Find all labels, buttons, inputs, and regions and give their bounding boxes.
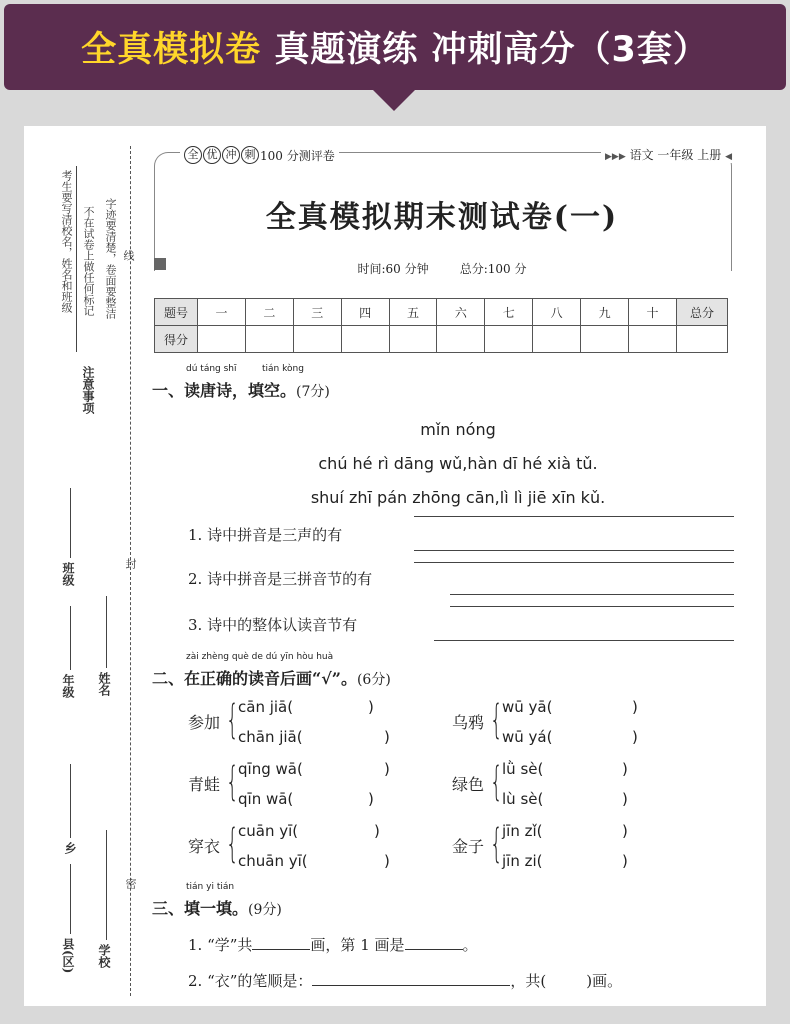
promo-banner <box>4 4 786 90</box>
column-header: 一 <box>198 299 246 326</box>
score-cell[interactable] <box>437 326 485 353</box>
pinyin-hint: tián kòng <box>262 364 304 374</box>
option-text: qīng wā( <box>238 760 303 778</box>
brace-icon: { <box>226 821 239 867</box>
section-1-instruction <box>184 364 304 401</box>
arrow-left-icon: ◀ <box>725 152 732 162</box>
choice-option[interactable] <box>238 698 374 716</box>
q1-text: 画，第 1 画是 <box>310 936 405 954</box>
banner-part-3: 冲刺高分（3套） <box>431 30 709 70</box>
option-text: cān jiā( <box>238 698 294 716</box>
exam-paper <box>24 126 766 1006</box>
option-text: cuān yī( <box>238 822 299 840</box>
county-line <box>70 864 71 934</box>
answer-line <box>414 516 734 517</box>
binding-margin <box>24 126 137 1006</box>
option-text: lǜ sè( <box>502 760 544 778</box>
section-3-number: 三、 <box>152 899 185 918</box>
brand-label <box>180 146 339 164</box>
close-paren: ) <box>632 728 638 746</box>
brand-char: 刺 <box>241 146 259 164</box>
notice-line-3: 字迹要清楚，卷面要整洁 <box>104 198 117 319</box>
county-label: 县(区) <box>61 938 75 974</box>
score-cell[interactable] <box>533 326 581 353</box>
score-cell[interactable] <box>341 326 389 353</box>
brand-char: 冲 <box>222 146 240 164</box>
column-header: 二 <box>245 299 293 326</box>
close-paren: ) <box>384 728 390 746</box>
brand-char: 优 <box>203 146 221 164</box>
blank-field[interactable] <box>252 935 310 950</box>
section-1-points: (7分) <box>296 384 330 400</box>
close-paren: ) <box>622 822 628 840</box>
column-header: 三 <box>293 299 341 326</box>
brace-icon: { <box>226 759 239 805</box>
q1-text: 1. “学”共 <box>188 936 253 954</box>
exam-content <box>150 126 766 1006</box>
choice-option[interactable] <box>502 790 628 808</box>
pinyin-hint: zài zhèng què de dú yīn hòu huà <box>186 652 334 662</box>
blank-field[interactable] <box>312 971 510 986</box>
column-header: 七 <box>485 299 533 326</box>
q2-text: )画。 <box>586 972 623 990</box>
choice-option[interactable] <box>502 698 638 716</box>
banner-part-1: 全真模拟卷 <box>81 30 262 70</box>
brace-icon: { <box>226 697 239 743</box>
grade-label: 年级 <box>61 674 75 698</box>
column-header: 四 <box>341 299 389 326</box>
brace-icon: { <box>490 821 503 867</box>
section-1-text: 读唐诗，填空。 <box>184 381 297 400</box>
notice-line-1: 考生要写清校名，姓名和班级 <box>60 170 73 313</box>
close-paren: ) <box>384 852 390 870</box>
choice-word: 金子 <box>452 837 485 856</box>
name-line <box>106 596 107 668</box>
choice-word: 绿色 <box>452 775 485 794</box>
poem-line-2: shuí zhī pán zhōng cān,lì lì jiē xīn kǔ. <box>310 488 606 507</box>
row-label-score: 得分 <box>155 326 198 353</box>
banner-text <box>81 22 709 72</box>
question-3-2 <box>188 970 622 991</box>
close-paren: ) <box>632 698 638 716</box>
choice-word: 乌鸦 <box>452 713 485 732</box>
option-text: jīn zi( <box>502 852 543 870</box>
option-text: qīn wā( <box>238 790 294 808</box>
answer-line[interactable] <box>414 562 734 563</box>
notice-line-2: 不在试卷上做任何标记 <box>82 206 95 316</box>
score-cell[interactable] <box>389 326 437 353</box>
choice-word: 穿衣 <box>188 837 221 856</box>
pinyin-hint: tián yi tián <box>186 882 235 892</box>
option-text: chān jiā( <box>238 728 303 746</box>
table-row <box>155 299 728 326</box>
column-header: 八 <box>533 299 581 326</box>
school-label: 学校 <box>97 944 111 968</box>
table-row <box>155 326 728 353</box>
question-1-2: 2. 诗中拼音是三拼音节的有 <box>188 570 373 588</box>
column-header: 九 <box>581 299 629 326</box>
close-paren: ) <box>374 822 380 840</box>
section-2-points: (6分) <box>356 672 391 688</box>
notice-title: 注意事项 <box>81 366 95 414</box>
township-label: 乡 <box>63 842 77 854</box>
answer-line[interactable] <box>450 606 734 607</box>
q2-text: ，共( <box>510 972 547 990</box>
option-text: jīn zǐ( <box>502 822 543 840</box>
choice-option[interactable] <box>238 760 390 778</box>
option-text: chuān yī( <box>238 852 308 870</box>
column-header: 六 <box>437 299 485 326</box>
arrow-right-icon: ▶▶▶ <box>605 152 626 162</box>
subject-text: 语文 一年级 上册 <box>629 148 722 162</box>
section-3-heading <box>152 882 282 919</box>
choice-option[interactable] <box>238 790 374 808</box>
total-info: 总分:100 分 <box>454 262 533 276</box>
option-text: wū yá( <box>502 728 553 746</box>
question-3-1 <box>188 934 478 955</box>
subject-label <box>601 146 736 163</box>
banner-part-2: 真题演练 <box>274 30 419 70</box>
score-cell[interactable] <box>581 326 629 353</box>
answer-line[interactable] <box>434 640 734 641</box>
choice-option[interactable] <box>502 760 628 778</box>
option-text: lù sè( <box>502 790 544 808</box>
exam-info <box>150 260 734 277</box>
poem-line-1: chú hé rì dāng wǔ,hàn dī hé xià tǔ. <box>318 454 598 473</box>
choice-option[interactable] <box>502 822 628 840</box>
section-3-points: (9分) <box>248 902 282 918</box>
section-3-text: 填一填。 <box>184 899 249 918</box>
question-1-1: 1. 诗中拼音是三声的有 <box>188 526 343 544</box>
section-2-instruction <box>184 652 357 689</box>
section-2-text: 在正确的读音后画“√”。 <box>184 669 357 688</box>
choice-word: 青蛙 <box>188 775 221 794</box>
score-cell[interactable] <box>245 326 293 353</box>
close-paren: ) <box>368 790 374 808</box>
brace-icon: { <box>490 697 503 743</box>
close-paren: ) <box>622 760 628 778</box>
choice-option[interactable] <box>238 822 380 840</box>
question-1-3: 3. 诗中的整体认读音节有 <box>188 616 358 634</box>
section-1-heading <box>152 364 330 401</box>
column-header: 五 <box>389 299 437 326</box>
close-paren: ) <box>384 760 390 778</box>
seal-char: 封 <box>124 558 137 569</box>
choice-option[interactable] <box>502 728 638 746</box>
blank-field[interactable] <box>405 935 463 950</box>
choice-option[interactable] <box>238 728 390 746</box>
brand-suffix: 100 分测评卷 <box>260 148 335 163</box>
score-cell[interactable] <box>293 326 341 353</box>
class-label: 班级 <box>61 562 75 586</box>
total-score-cell[interactable] <box>677 326 728 353</box>
time-info: 时间:60 分钟 <box>352 262 435 276</box>
score-cell[interactable] <box>629 326 677 353</box>
answer-line[interactable] <box>450 594 734 595</box>
brace-icon: { <box>490 759 503 805</box>
q1-text: 。 <box>462 936 478 954</box>
q2-text: 2. “衣”的笔顺是： <box>188 972 313 990</box>
score-table <box>154 298 728 353</box>
column-header: 十 <box>629 299 677 326</box>
close-paren: ) <box>622 790 628 808</box>
score-cell[interactable] <box>198 326 246 353</box>
school-line <box>106 830 107 940</box>
choice-word: 参加 <box>188 713 221 732</box>
option-text: wū yā( <box>502 698 553 716</box>
choice-option[interactable] <box>238 852 390 870</box>
line-char: 线 <box>122 250 135 261</box>
secret-char: 密 <box>124 878 137 889</box>
row-label-question: 题号 <box>155 299 198 326</box>
section-2-heading <box>152 652 391 689</box>
exam-title: 全真模拟期末测试卷(一) <box>265 200 619 235</box>
binding-dashed-line <box>130 146 131 996</box>
total-header: 总分 <box>677 299 728 326</box>
section-3-instruction <box>184 882 249 919</box>
brand-char: 全 <box>184 146 202 164</box>
close-paren: ) <box>368 698 374 716</box>
grade-line <box>70 606 71 670</box>
answer-line[interactable] <box>414 550 734 551</box>
class-line <box>70 488 71 558</box>
score-cell[interactable] <box>485 326 533 353</box>
pinyin-hint: dú táng shī <box>186 364 237 374</box>
township-line <box>70 764 71 838</box>
banner-pointer <box>372 89 416 111</box>
poem-title: mǐn nóng <box>420 420 496 439</box>
close-paren: ) <box>622 852 628 870</box>
notice-bracket <box>76 166 77 352</box>
section-1-number: 一、 <box>152 381 185 400</box>
section-2-number: 二、 <box>152 669 185 688</box>
choice-option[interactable] <box>502 852 628 870</box>
name-label: 姓名 <box>97 672 111 696</box>
